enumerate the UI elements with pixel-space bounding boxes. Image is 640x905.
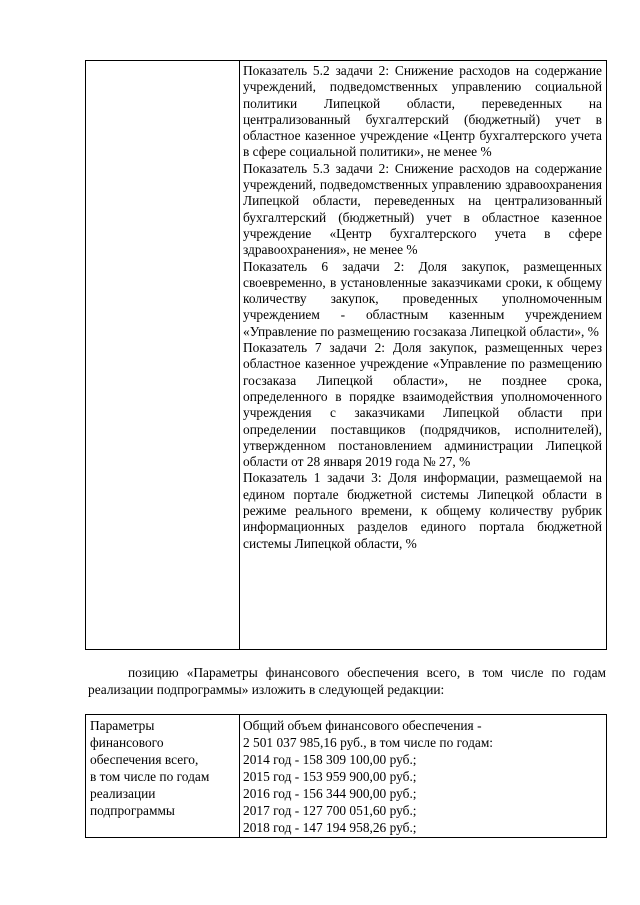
label-line: Параметры bbox=[90, 718, 155, 733]
label-line: обеспечения всего, bbox=[90, 752, 199, 767]
column-divider bbox=[239, 715, 240, 837]
year-amount-line: 2014 год - 158 309 100,00 руб.; bbox=[243, 752, 417, 767]
indicator-7: Показатель 7 задачи 2: Доля закупок, размещенных через областное казенное учреждение «Управление по размещению госзаказа Липецкой области», не позднее срока, определенного в порядке взаимодействия уполномоченного учреждения с заказчиками Липецкой области при определении поставщиков (подрядчиков, исполнителей), утвержденном постановлением администрации Липецкой области от 28 января 2019 года № 27, % bbox=[243, 340, 602, 470]
indicators-cell bbox=[243, 63, 602, 552]
finance-label-cell bbox=[90, 717, 238, 819]
label-line: реализации bbox=[90, 786, 156, 801]
indicator-5-3: Показатель 5.3 задачи 2: Снижение расходов на содержание учреждений, подведомственных управлению здравоохранения Липецкой области, переведенных на централизованный бухгалтерский (бюджетный) учет в областное казенное учреждение «Центр бухгалтерского учета в сфере здравоохранения», не менее % bbox=[243, 160, 602, 258]
label-line: подпрограммы bbox=[90, 803, 175, 818]
indicator-5-2: Показатель 5.2 задачи 2: Снижение расходов на содержание учреждений, подведомственных управлению социальной политики Липецкой области, переведенных на централизованный бухгалтерский (бюджетный) учет в областное казенное учреждение «Центр бухгалтерского учета в сфере социальной политики», не менее % bbox=[243, 63, 602, 160]
year-amount-line: 2017 год - 127 700 051,60 руб.; bbox=[243, 803, 417, 818]
finance-values-cell bbox=[243, 717, 602, 836]
label-line: в том числе по годам bbox=[90, 769, 210, 784]
indicators-table bbox=[85, 60, 607, 650]
finance-table bbox=[85, 714, 607, 838]
indicator-task3-1: Показатель 1 задачи 3: Доля информации, размещаемой на едином портале бюджетной системы Липецкой области в режиме реального времени, к общему количеству рубрик информационных разделов единого портала бюджетной системы Липецкой области, % bbox=[243, 470, 602, 551]
label-line: финансового bbox=[90, 735, 164, 750]
total-volume-line: Общий объем финансового обеспечения - bbox=[243, 718, 482, 733]
year-amount-line: 2015 год - 153 959 900,00 руб.; bbox=[243, 769, 417, 784]
total-amount-line: 2 501 037 985,16 руб., в том числе по годам: bbox=[243, 735, 494, 750]
indicator-6: Показатель 6 задачи 2: Доля закупок, размещенных своевременно, в установленные заказчиками сроки, к общему количеству закупок, проведенных уполномоченным учреждением - областным казенным учреждением «Управление по размещению госзаказа Липецкой области», % bbox=[243, 258, 602, 339]
year-amount-line: 2018 год - 147 194 958,26 руб.; bbox=[243, 820, 417, 835]
column-divider bbox=[239, 61, 240, 649]
amendment-paragraph: позицию «Параметры финансового обеспечения всего, в том числе по годам реализации подпрограммы» изложить в следующей редакции: bbox=[88, 665, 606, 697]
year-amount-line: 2016 год - 156 344 900,00 руб.; bbox=[243, 786, 417, 801]
